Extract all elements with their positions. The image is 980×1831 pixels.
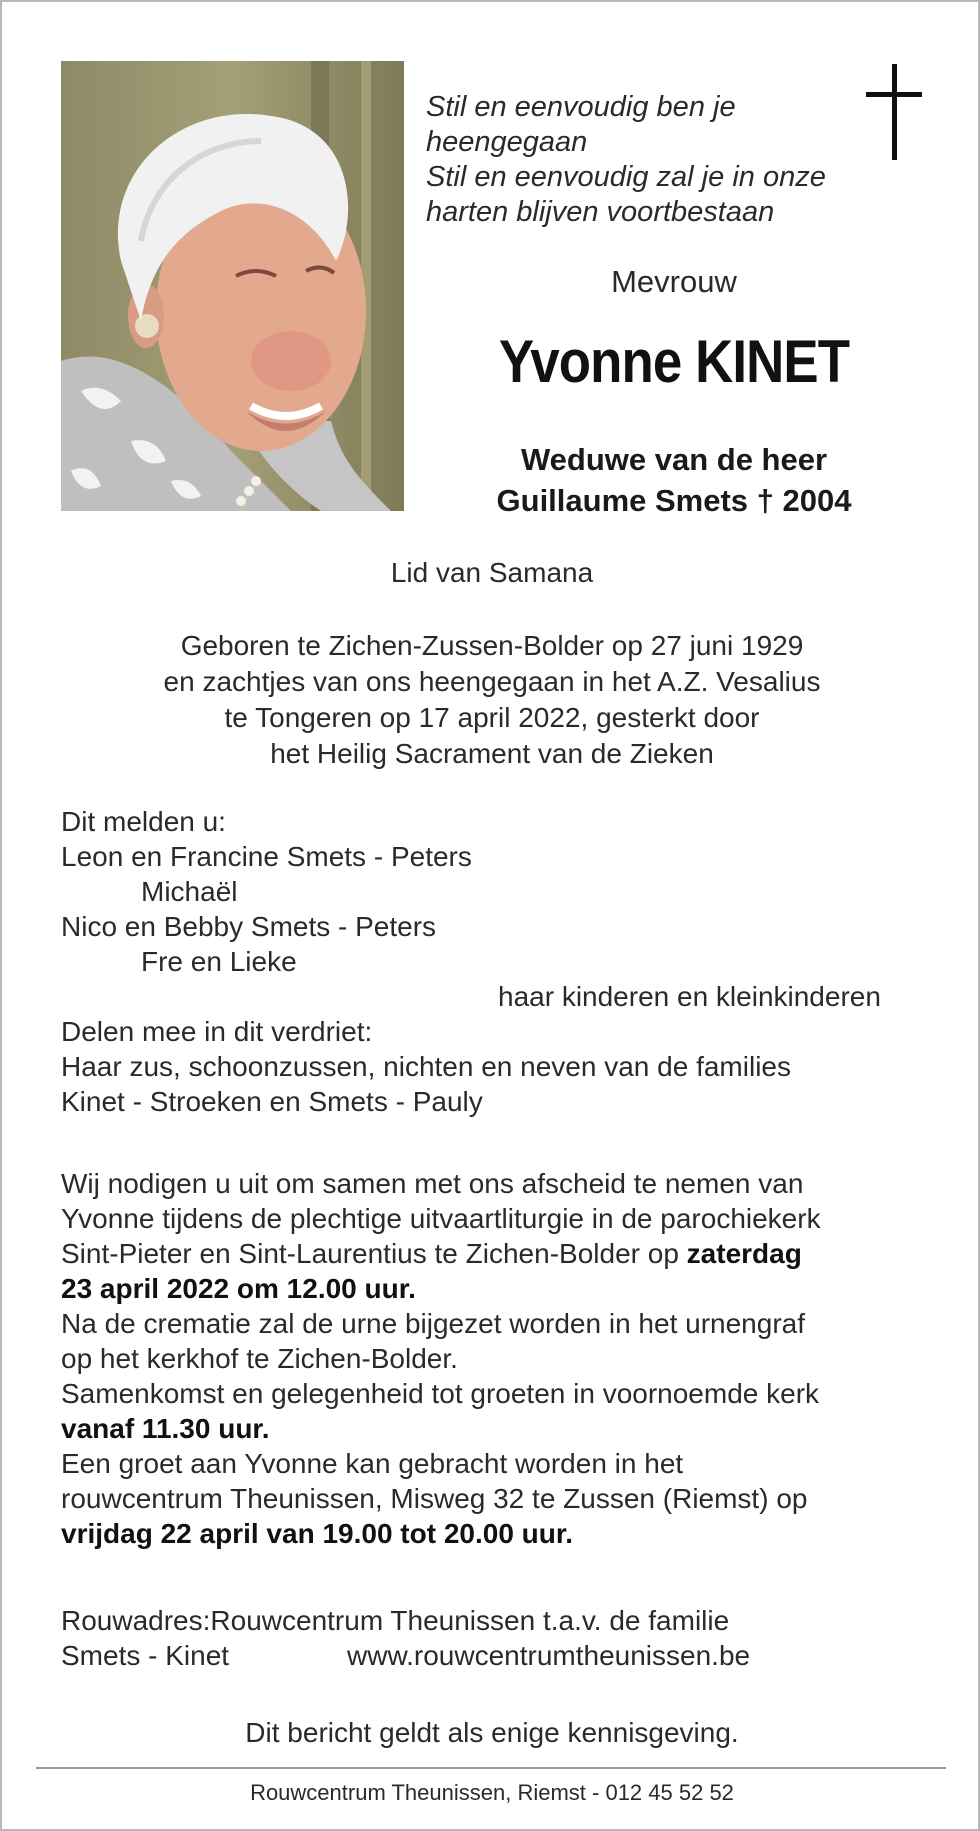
ceremony-line	[61, 1236, 821, 1271]
family-block	[61, 804, 881, 1119]
poem-line: Stil en eenvoudig zal je in onze	[426, 161, 826, 193]
detail-line: te Tongeren op 17 april 2022, gesterkt door	[224, 702, 760, 733]
ceremony-line: rouwcentrum Theunissen, Misweg 32 te Zussen (Riemst) op	[61, 1483, 808, 1514]
address-family: Smets - Kinet	[61, 1640, 230, 1671]
widow-line: Weduwe van de heer	[520, 442, 828, 477]
share-line: Haar zus, schoonzussen, nichten en neven van de families	[61, 1051, 791, 1082]
ceremony-line: Na de crematie zal de urne bijgezet worden in het urnengraf	[61, 1308, 805, 1339]
poem-line: heengegaan	[426, 126, 588, 158]
poem-line: harten blijven voortbestaan	[426, 196, 775, 228]
share-line: Kinet - Stroeken en Smets - Pauly	[61, 1086, 483, 1117]
website-link[interactable]: www.rouwcentrumtheunissen.be	[347, 1640, 751, 1671]
family-couple: Leon en Francine Smets - Peters	[61, 841, 472, 872]
family-grandchild: Fre en Lieke	[141, 946, 297, 977]
ceremony-line: Samenkomst en gelegenheid tot groeten in voornoemde kerk	[61, 1378, 820, 1409]
detail-line: en zachtjes van ons heengegaan in het A.Z. Vesalius	[163, 666, 821, 697]
ceremony-block	[61, 1166, 821, 1551]
poem-line: Stil en eenvoudig ben je	[426, 91, 736, 123]
ceremony-text: Sint-Pieter en Sint-Laurentius te Zichen-Bolder op	[61, 1238, 687, 1269]
ceremony-line: Yvonne tijdens de plechtige uitvaartliturgie in de parochiekerk	[61, 1203, 821, 1234]
detail-line: het Heilig Sacrament van de Zieken	[270, 738, 714, 769]
widow-line: Guillaume Smets † 2004	[496, 483, 852, 518]
membership: Lid van Samana	[390, 557, 594, 588]
divider	[36, 1767, 946, 1769]
notice: Dit bericht geldt als enige kennisgeving.	[245, 1717, 739, 1748]
family-relation: haar kinderen en kleinkinderen	[498, 981, 881, 1012]
ceremony-day: zaterdag	[686, 1238, 802, 1269]
share-intro: Delen mee in dit verdriet:	[61, 1016, 373, 1047]
mourning-address	[61, 1603, 750, 1673]
birth-death-details	[2, 628, 980, 772]
family-intro: Dit melden u:	[61, 806, 226, 837]
portrait-photo	[61, 61, 404, 511]
detail-line: Geboren te Zichen-Zussen-Bolder op 27 juni 1929	[180, 630, 804, 661]
address-line: Rouwadres:Rouwcentrum Theunissen t.a.v. de familie	[61, 1605, 730, 1636]
salutation: Mevrouw	[611, 264, 737, 299]
family-grandchild: Michaël	[141, 876, 238, 907]
poem	[426, 90, 866, 230]
ceremony-line: op het kerkhof te Zichen-Bolder.	[61, 1343, 458, 1374]
ceremony-line: Een groet aan Yvonne kan gebracht worden in het	[61, 1448, 684, 1479]
ceremony-line: Wij nodigen u uit om samen met ons afscheid te nemen van	[61, 1168, 804, 1199]
deceased-name: Yvonne KINET	[498, 328, 850, 395]
address-row	[61, 1638, 750, 1673]
ceremony-datetime: 23 april 2022 om 12.00 uur.	[61, 1273, 416, 1304]
family-couple: Nico en Bebby Smets - Peters	[61, 911, 437, 942]
cross-icon	[866, 64, 922, 160]
gathering-time: vanaf 11.30 uur.	[61, 1413, 270, 1444]
widow-of	[426, 439, 922, 521]
visitation-time: vrijdag 22 april van 19.00 tot 20.00 uur.	[61, 1518, 574, 1549]
footer: Rouwcentrum Theunissen, Riemst - 012 45 52 52	[250, 1780, 734, 1805]
